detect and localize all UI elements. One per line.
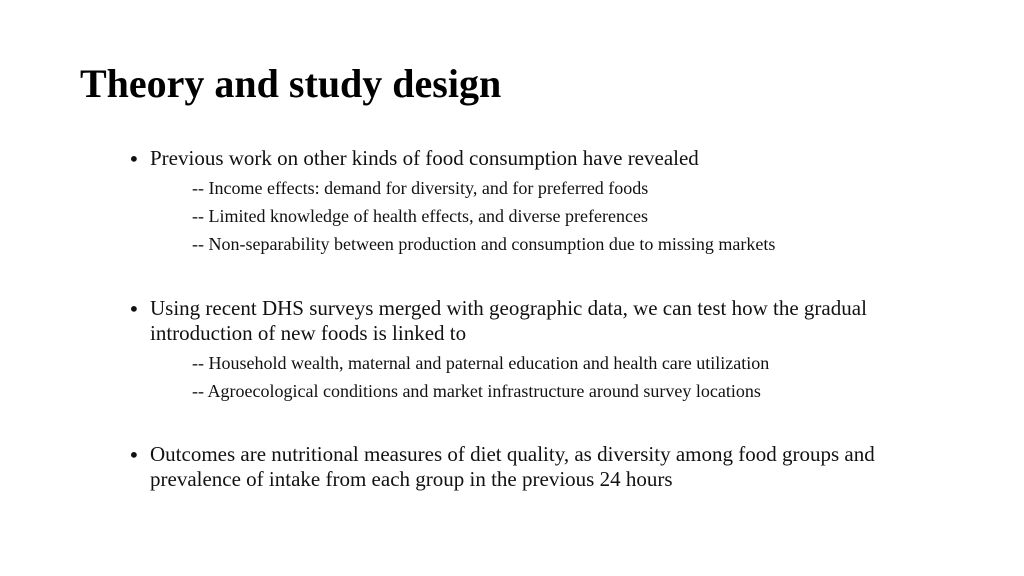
bullet-text: Outcomes are nutritional measures of diet quality, as diversity among food groups and prevalence of intake from each group in the previous 24 hours: [150, 442, 875, 491]
bullet-text: Previous work on other kinds of food consumption have revealed: [150, 146, 699, 170]
sub-item: -- Limited knowledge of health effects, and diverse preferences: [192, 206, 648, 226]
bullet-item: [128, 296, 950, 405]
sub-list: [150, 174, 950, 258]
sub-item: -- Household wealth, maternal and paternal education and health care utilization: [192, 353, 770, 373]
sub-list: [150, 349, 950, 405]
bullet-item: [128, 442, 950, 492]
bullet-marker-icon: •: [128, 443, 140, 467]
sub-item: -- Agroecological conditions and market infrastructure around survey locations: [192, 381, 761, 401]
slide-title: Theory and study design: [80, 61, 502, 106]
bullet-marker-icon: •: [128, 297, 140, 321]
bullet-item: [128, 146, 950, 258]
sub-item: -- Non-separability between production and consumption due to missing markets: [192, 234, 776, 254]
bullet-text: Using recent DHS surveys merged with geographic data, we can test how the gradual introduction of new foods is linked to: [150, 296, 867, 345]
bullet-marker-icon: •: [128, 147, 140, 171]
sub-item: -- Income effects: demand for diversity, and for preferred foods: [192, 178, 649, 198]
